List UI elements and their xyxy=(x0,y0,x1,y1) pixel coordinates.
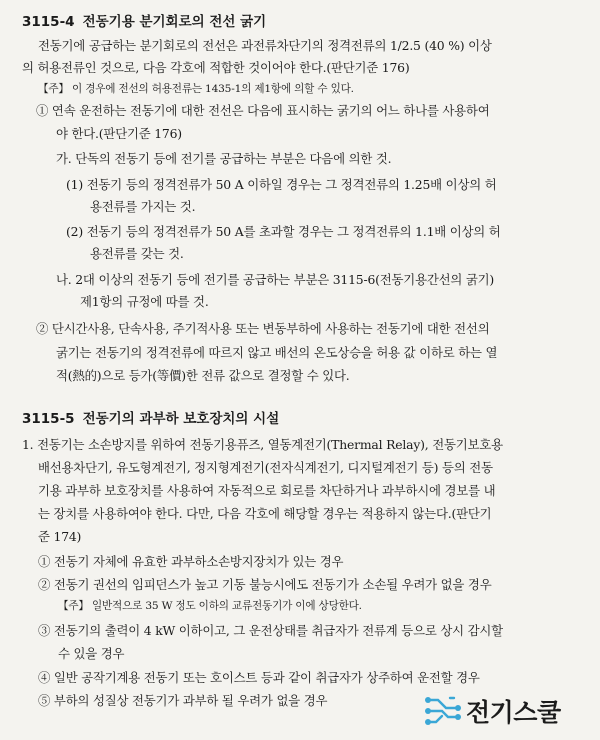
list-item-2-cont: 굵기는 전동기의 정격전류에 따르지 않고 배선의 온도상승을 허용 값 이하로 하는 열 xyxy=(56,345,498,360)
sub-sub-item-2-cont: 용전류를 갖는 것. xyxy=(90,246,184,261)
note-line: 【주】 일반적으로 35 W 정도 이하의 교류전동기가 이에 상당한다. xyxy=(58,600,362,612)
watermark-logo xyxy=(422,690,594,732)
circuit-icon xyxy=(424,694,462,728)
section-heading-3115-5 xyxy=(22,407,279,427)
paragraph-line: 기용 과부하 보호장치를 사용하여 자동적으로 회로를 차단하거나 과부하시에 경보를 내 xyxy=(38,483,496,498)
section-title: 전동기의 과부하 보호장치의 시설 xyxy=(82,411,280,427)
list-item-4: ④ 일반 공작기계용 전동기 또는 호이스트 등과 같이 취급자가 상주하여 운전할 경우 xyxy=(38,670,480,685)
list-item-2: ② 단시간사용, 단속사용, 주기적사용 또는 변동부하에 사용하는 전동기에 대한 전선의 xyxy=(36,321,490,336)
list-item-3-cont: 수 있을 경우 xyxy=(58,646,125,661)
sub-item-na-cont: 제1항의 규정에 따를 것. xyxy=(80,294,209,309)
list-item-1: ① 전동기 자체에 유효한 과부하소손방지장치가 있는 경우 xyxy=(38,554,344,569)
list-item-2-cont: 적(熱的)으로 등가(等價)한 전류 값으로 결정할 수 있다. xyxy=(56,368,350,383)
watermark-text: 전기스쿨 xyxy=(466,698,561,727)
paragraph-line: 는 장치를 사용하여야 한다. 다만, 다음 각호에 해당할 경우는 적용하지 않는다.(판단기 xyxy=(38,506,492,521)
list-item-2: ② 전동기 권선의 임피던스가 높고 기동 불능시에도 전동기가 소손될 우려가 없을 경우 xyxy=(38,577,492,592)
paragraph-line: 준 174) xyxy=(38,529,82,544)
list-item-1-cont: 야 한다.(판단기준 176) xyxy=(56,126,182,141)
section-title: 전동기용 분기회로의 전선 굵기 xyxy=(82,14,267,30)
paragraph-line: 전동기에 공급하는 분기회로의 전선은 과전류차단기의 정격전류의 1/2.5 (40 %) 이상 xyxy=(38,38,492,53)
sub-sub-item-1: (1) 전동기 등의 정격전류가 50 A 이하일 경우는 그 정격전류의 1.25배 이상의 허 xyxy=(66,177,497,192)
list-item-5: ⑤ 부하의 성질상 전동기가 과부하 될 우려가 없을 경우 xyxy=(38,693,328,708)
paragraph-line: 1. 전동기는 소손방지를 위하여 전동기용퓨즈, 열동계전기(Thermal Relay), 전동기보호용 xyxy=(22,437,503,452)
section-number: 3115-5 xyxy=(22,411,75,427)
sub-item-ga: 가. 단독의 전동기 등에 전기를 공급하는 부분은 다음에 의한 것. xyxy=(56,151,392,166)
paragraph-line: 배선용차단기, 유도형계전기, 정지형계전기(전자식계전기, 디지털계전기 등) 등의 전동 xyxy=(38,460,493,475)
list-item-3: ③ 전동기의 출력이 4 kW 이하이고, 그 운전상태를 취급자가 전류계 등으로 상시 감시할 xyxy=(38,623,503,638)
paragraph-line: 의 허용전류인 것으로, 다음 각호에 적합한 것이어야 한다.(판단기준 176) xyxy=(22,60,410,75)
section-heading-3115-4 xyxy=(22,10,266,30)
sub-item-na: 나. 2대 이상의 전동기 등에 전기를 공급하는 부분은 3115-6(전동기용간선의 굵기) xyxy=(56,272,495,287)
sub-sub-item-1-cont: 용전류를 가지는 것. xyxy=(90,199,196,214)
list-item-1: ① 연속 운전하는 전동기에 대한 전선은 다음에 표시하는 굵기의 어느 하나를 사용하여 xyxy=(36,103,490,118)
sub-sub-item-2: (2) 전동기 등의 정격전류가 50 A를 초과할 경우는 그 정격전류의 1.1배 이상의 허 xyxy=(66,224,501,239)
note-line: 【주】 이 경우에 전선의 허용전류는 1435-1의 제1항에 의할 수 있다. xyxy=(38,83,354,95)
section-number: 3115-4 xyxy=(22,14,75,30)
